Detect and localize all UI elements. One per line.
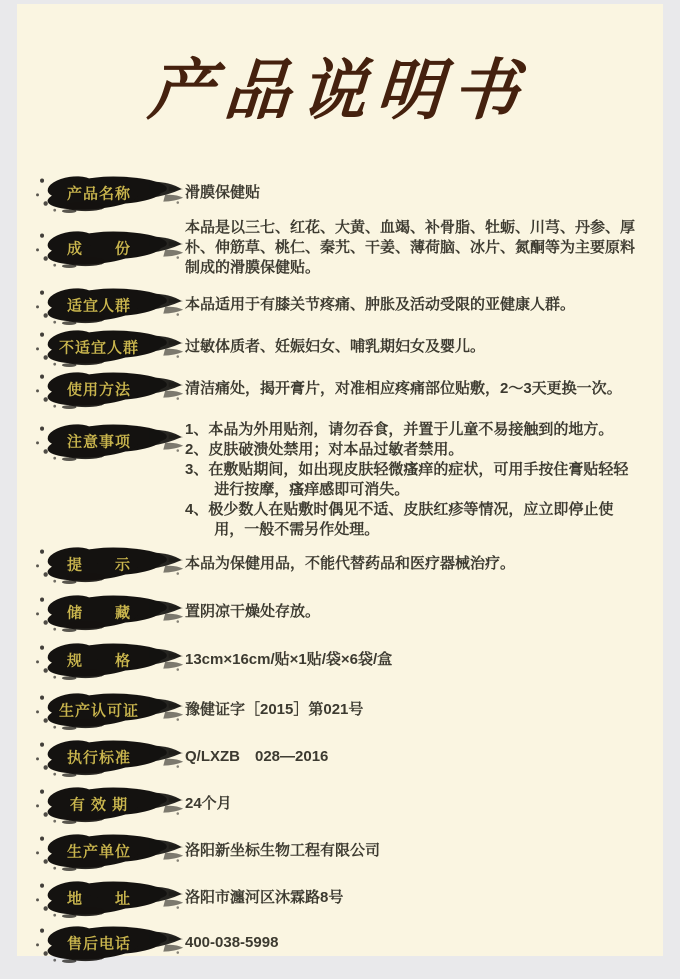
precaution-item: 4、极少数人在贴敷时偶见不适、皮肤红疹等情况，应立即停止使用，一般不需另作处理。 (185, 500, 614, 538)
section-content: Q/LXZB 028—2016 (185, 747, 329, 765)
section-label: 提 示 (66, 556, 131, 574)
section-content: 豫健证字［2015］第021号 (185, 700, 364, 718)
section-content: 洛阳新坐标生物工程有限公司 (185, 841, 381, 859)
section-label: 成 份 (66, 240, 131, 258)
manual-page (17, 4, 663, 956)
section-label: 产品名称 (66, 185, 131, 203)
row-storage (33, 591, 647, 633)
row-product-name (33, 172, 647, 214)
precaution-item: 3、在敷贴期间，如出现皮肤轻微瘙痒的症状，可用手按住膏贴轻轻进行按摩，瘙痒感即可消失。 (185, 460, 629, 498)
section-content: 过敏体质者、妊娠妇女、哺乳期妇女及婴儿。 (185, 337, 486, 355)
row-shelf-life (33, 783, 647, 825)
section-content: 本品为保健用品，不能代替药品和医疗器械治疗。 (185, 554, 516, 572)
row-precautions (33, 420, 647, 540)
section-label: 地 址 (66, 890, 131, 908)
section-label-badge (33, 227, 185, 269)
section-label-badge (33, 783, 185, 825)
section-label-badge (33, 591, 185, 633)
section-label: 规 格 (66, 652, 131, 670)
section-label-badge (33, 922, 185, 964)
section-content: 置阴凉干燥处存放。 (185, 602, 321, 620)
row-address (33, 877, 647, 919)
section-label: 注意事项 (66, 433, 131, 451)
section-label-badge (33, 639, 185, 681)
section-label-badge (33, 736, 185, 778)
row-ingredients (33, 218, 647, 278)
section-label-badge (33, 284, 185, 326)
row-suitable-group (33, 284, 647, 326)
section-content: 13cm×16cm/贴×1贴/袋×6袋/盒 (185, 650, 393, 668)
row-production-license (33, 689, 647, 731)
section-label-badge (33, 543, 185, 585)
section-content: 本品适用于有膝关节疼痛、肿胀及活动受限的亚健康人群。 (185, 295, 576, 313)
precaution-item: 2、皮肤破溃处禁用；对本品过敏者禁用。 (185, 440, 464, 458)
row-unsuitable-group (33, 326, 647, 368)
section-label: 适宜人群 (66, 297, 131, 315)
section-label: 储 藏 (66, 604, 131, 622)
section-content: 清洁痛处，揭开膏片，对准相应疼痛部位贴敷，2～3天更换一次。 (185, 379, 622, 397)
section-label-badge (33, 420, 185, 462)
section-label: 生产单位 (66, 843, 131, 861)
section-content (185, 420, 647, 540)
section-label: 有 效 期 (69, 796, 129, 814)
section-label-badge (33, 877, 185, 919)
row-executive-standard (33, 736, 647, 778)
precaution-item: 1、本品为外用贴剂，请勿吞食，并置于儿童不易接触到的地方。 (185, 420, 614, 438)
row-usage-method (33, 368, 647, 410)
section-label-badge (33, 830, 185, 872)
section-label: 生产认可证 (58, 702, 139, 720)
section-content: 本品是以三七、红花、大黄、血竭、补骨脂、牡蛎、川芎、丹参、厚朴、伸筋草、桃仁、秦艽、干姜、薄荷脑、冰片、氮酮等为主要原料制成的滑膜保健贴。 (185, 218, 636, 276)
section-label: 执行标准 (66, 749, 131, 767)
section-content: 滑膜保健贴 (185, 183, 261, 201)
section-label: 不适宜人群 (58, 339, 139, 357)
section-label-badge (33, 326, 185, 368)
page-title: 产品说明书 (145, 51, 532, 129)
section-label: 使用方法 (66, 381, 131, 399)
row-specification (33, 639, 647, 681)
row-reminder (33, 543, 647, 585)
section-label-badge (33, 172, 185, 214)
section-label-badge (33, 368, 185, 410)
section-content: 400-038-5998 (185, 933, 279, 951)
section-label-badge (33, 689, 185, 731)
section-label: 售后电话 (66, 935, 131, 953)
section-content: 24个月 (185, 794, 232, 812)
row-service-phone (33, 922, 647, 964)
section-content: 洛阳市瀍河区沐霖路8号 (185, 888, 344, 906)
row-manufacturer (33, 830, 647, 872)
section-list (17, 172, 663, 964)
